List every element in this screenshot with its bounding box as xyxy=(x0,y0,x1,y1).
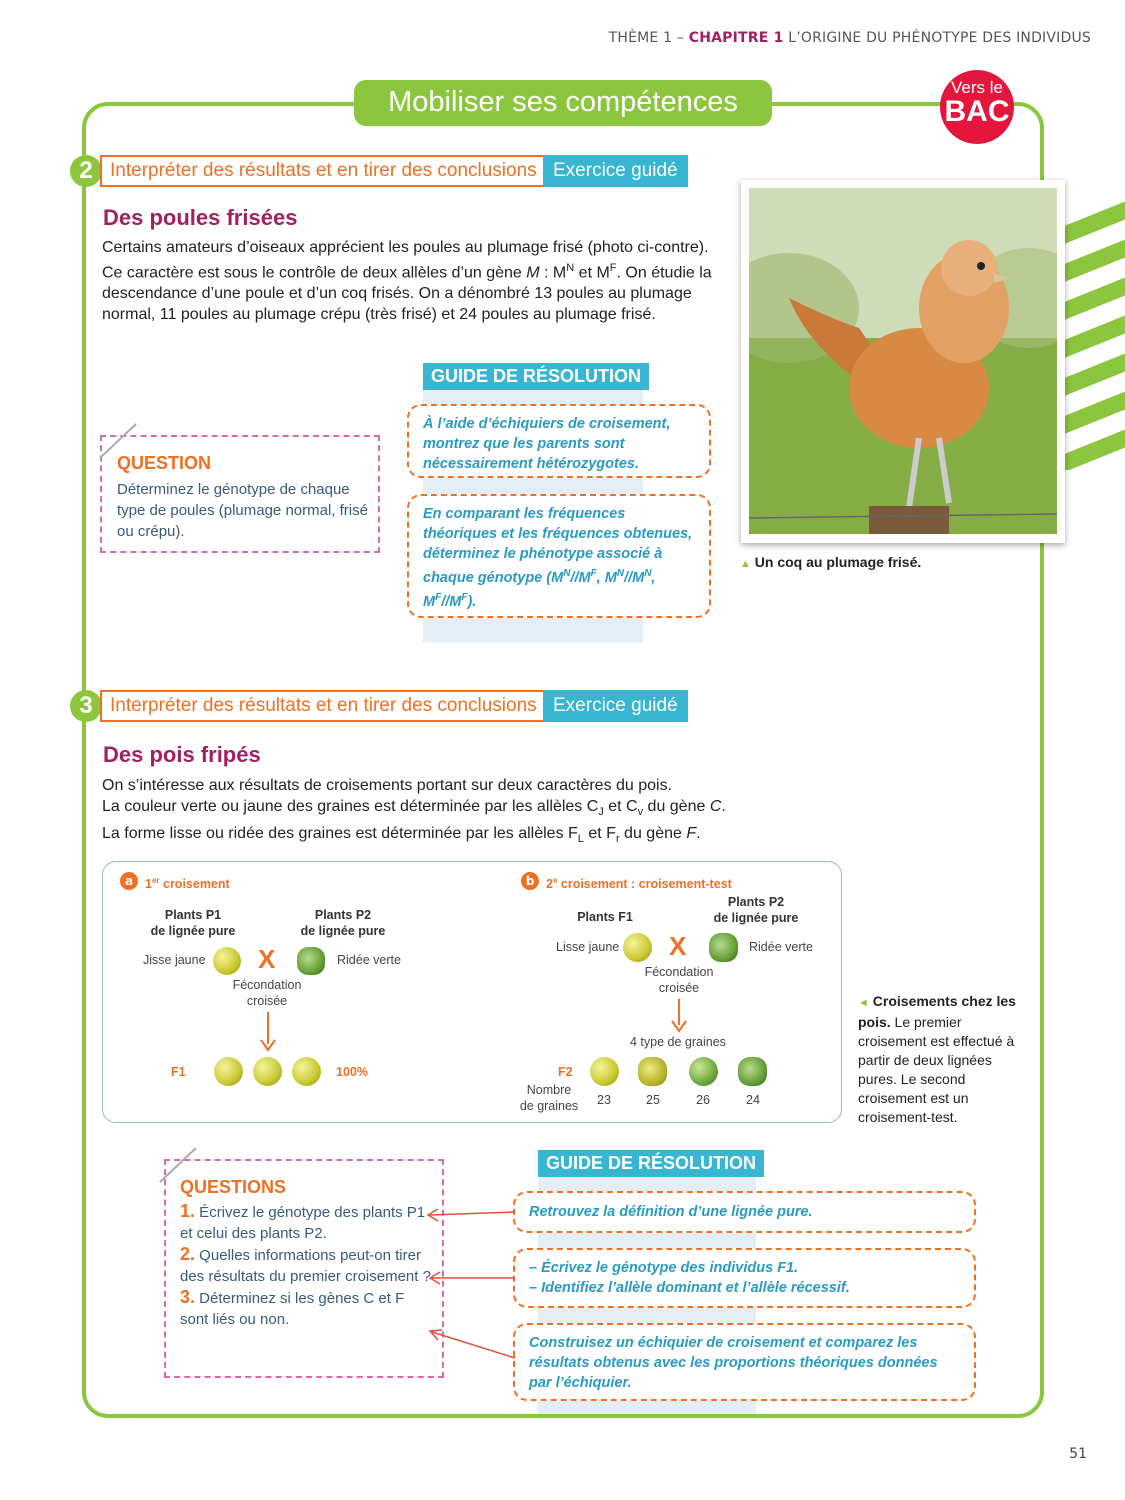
caption-triangle-icon: ▲ xyxy=(740,558,751,570)
pin-decoration-2 xyxy=(92,418,142,470)
pea-f2-smooth-green xyxy=(689,1057,718,1086)
rooster-image xyxy=(749,188,1057,534)
rooster-illustration xyxy=(749,188,1057,534)
pea-f1-2 xyxy=(253,1057,282,1086)
pea-f2-wrinkled-yellow xyxy=(638,1057,667,1086)
intro-line-1: On s’intéresse aux résultats de croisements portant sur deux caractères du pois. xyxy=(102,777,673,794)
question-1: 1. Écrivez le génotype des plants P1 et celui des plants P2. xyxy=(180,1201,426,1242)
pea-f1-parent xyxy=(623,933,652,962)
exercise-3-intro xyxy=(102,775,822,850)
pea-f1-3 xyxy=(292,1057,321,1086)
exercise-3-title: Des pois fripés xyxy=(103,742,261,767)
question-title-2: QUESTION xyxy=(117,453,212,473)
diagram-b-arrow xyxy=(669,999,689,1033)
header-theme: THÈME 1 – xyxy=(608,30,685,46)
diagram-b-p1-phenotype: Lisse jaune xyxy=(556,940,620,954)
diagram-a-title: 1er croisement xyxy=(145,876,230,892)
page-number: 51 xyxy=(1069,1446,1087,1462)
questions-box-3 xyxy=(164,1159,444,1378)
hint-2-2: En comparant les fréquences théoriques et les fréquences obtenues, déterminez le phénotype associé à chaque génotype ($M^N//M^F$, $M^N//M^N$, $M^F//M^F$). xyxy=(407,494,711,618)
pea-f2-wrinkled-green xyxy=(738,1057,767,1086)
diagram-a-cross: X xyxy=(258,944,276,974)
diagram-b-types: 4 type de graines xyxy=(630,1035,726,1049)
diagram-b-p2-phenotype: Ridée verte xyxy=(749,940,813,954)
bac-badge-line1: Vers le xyxy=(951,78,1003,97)
caption-triangle-left-icon: ◄ xyxy=(858,997,869,1009)
exercise-3-tag: Exercice guidé xyxy=(543,690,688,722)
count-2: 25 xyxy=(646,1093,660,1107)
diagram-b-fecondation: Fécondation croisée xyxy=(644,965,714,995)
count-1: 23 xyxy=(597,1093,611,1107)
bac-badge-line2: BAC xyxy=(944,95,1010,128)
exercise-2-number: 2 xyxy=(70,155,102,187)
rooster-photo xyxy=(741,180,1065,543)
count-4: 24 xyxy=(746,1093,760,1107)
count-3: 26 xyxy=(696,1093,710,1107)
header-title: L’ORIGINE DU PHÉNOTYPE DES INDIVIDUS xyxy=(788,30,1091,46)
diagram-label-a: a xyxy=(120,872,138,890)
intro-line-3: La forme lisse ou ridée des graines est déterminée par les allèles $F_L$ et $F_r$ du gène F. xyxy=(102,825,701,846)
guide-title-3: GUIDE DE RÉSOLUTION xyxy=(538,1150,764,1177)
question-box-2 xyxy=(100,435,380,553)
question-2: 2. Quelles informations peut-on tirer des résultats du premier croisement ? xyxy=(180,1244,431,1285)
exercise-3-number: 3 xyxy=(70,690,102,722)
diagram-b-p1: Plants F1 xyxy=(577,910,633,924)
decorative-stripes xyxy=(1064,180,1125,470)
crossing-diagram xyxy=(102,861,842,1123)
diagram-b-cross: X xyxy=(669,931,687,961)
diagram-a-arrow xyxy=(258,1012,278,1052)
diagram-caption: ◄ Croisements chez les pois. Le premier croisement est effectué à partir de deux lignées pures. Le second croisement est un croisement-test. xyxy=(858,993,1016,1125)
exercise-3-section-title: Interpréter des résultats et en tirer des conclusions xyxy=(100,690,549,722)
exercise-2-section-title: Interpréter des résultats et en tirer des conclusions xyxy=(100,155,549,187)
diagram-a-p1: Plants P1 de lignée pure xyxy=(150,908,236,938)
diagram-a-p2: Plants P2 de lignée pure xyxy=(300,908,386,938)
diagram-a-p2-phenotype: Ridée verte xyxy=(337,953,401,967)
diagram-a-percent: 100% xyxy=(336,1065,368,1079)
hint-arrows xyxy=(420,1200,520,1370)
running-header xyxy=(609,30,1091,46)
questions-title-3: QUESTIONS xyxy=(180,1177,287,1197)
exercise-2-intro: Certains amateurs d’oiseaux apprécient les poules au plumage frisé (photo ci-contre). Ce caractère est sous le contrôle de deux allèles d’un gène M : $M^N$ et $M^F$. On étudie la descendance d’une poule et d’un coq frisés. On a dénombré 13 poules au plumage normal, 11 poules au plumage crépu (très frisé) et 24 poules au plumage frisé. xyxy=(102,239,712,324)
questions-list-3 xyxy=(180,1201,435,1330)
page-banner: Mobiliser ses compétences xyxy=(354,80,772,126)
pin-decoration-3 xyxy=(152,1142,202,1194)
pea-f1-1 xyxy=(214,1057,243,1086)
hint-3-2 xyxy=(513,1248,976,1308)
hint-2-1: À l’aide d’échiquiers de croisement, montrez que les parents sont nécessairement hétérozygotes. xyxy=(407,404,711,478)
hint-3-1: Retrouvez la définition d’une lignée pure. xyxy=(513,1191,976,1233)
diagram-label-b: b xyxy=(521,872,539,890)
bac-badge xyxy=(940,70,1014,144)
guide-title-2: GUIDE DE RÉSOLUTION xyxy=(423,363,649,390)
intro-line-2: La couleur verte ou jaune des graines est déterminée par les allèles $C_J$ et $C_v$ du gène C. xyxy=(102,798,726,819)
diagram-b-p2: Plants P2 de lignée pure xyxy=(713,895,799,925)
diagram-b-title: 2e croisement : croisement-test xyxy=(546,876,732,892)
pea-f2-smooth-yellow xyxy=(590,1057,619,1086)
hint-3-2-line2: – Identifiez l’allèle dominant et l’allèle récessif. xyxy=(529,1280,850,1296)
pea-green-wrinkled xyxy=(297,947,325,975)
hint-3-3: Construisez un échiquier de croisement et comparez les résultats obtenus avec les proportions théoriques données par l’échiquier. xyxy=(513,1323,976,1401)
question-3: 3. Déterminez si les gènes C et F sont liés ou non. xyxy=(180,1287,405,1328)
header-chapter: CHAPITRE 1 xyxy=(688,30,784,46)
diagram-a-fecondation: Fécondation croisée xyxy=(232,978,302,1008)
pea-p2-parent xyxy=(709,933,738,962)
exercise-2-tag: Exercice guidé xyxy=(543,155,688,187)
hint-3-2-line1: – Écrivez le génotype des individus F1. xyxy=(529,1260,799,1276)
photo-caption: ▲ Un coq au plumage frisé. xyxy=(740,554,922,570)
diagram-a-f1: F1 xyxy=(171,1065,186,1079)
diagram-b-f2: F2 xyxy=(558,1065,573,1079)
diagram-a-p1-phenotype: Jisse jaune xyxy=(143,953,206,967)
diagram-b-count-label: Nombre de graines xyxy=(519,1083,579,1113)
question-text-2: Déterminez le génotype de chaque type de poules (plumage normal, frisé ou crépu). xyxy=(117,481,368,540)
exercise-2-title: Des poules frisées xyxy=(103,205,298,230)
pea-yellow-smooth xyxy=(213,947,241,975)
